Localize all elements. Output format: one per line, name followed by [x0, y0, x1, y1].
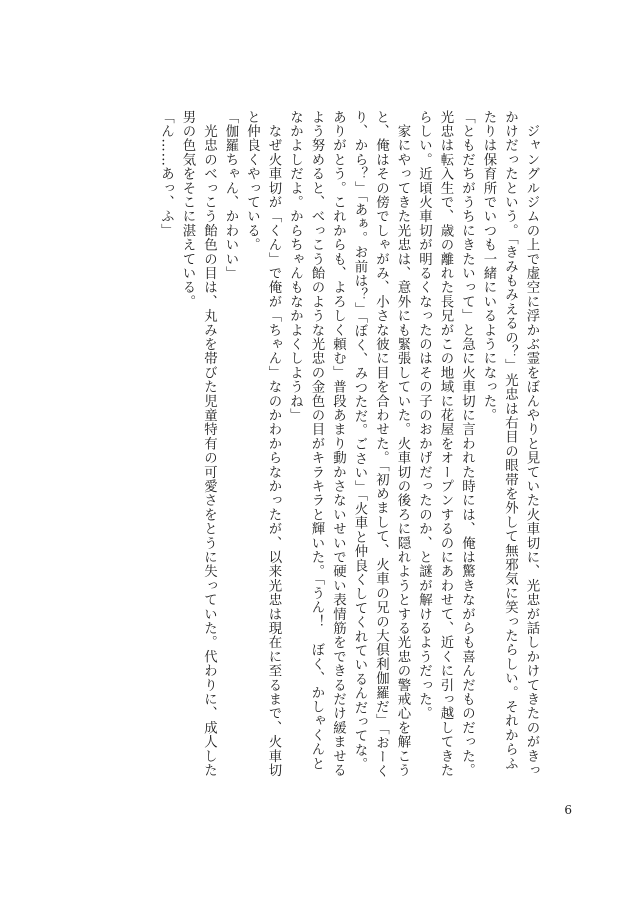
text-line: り、から？」「あぁ。お前は？」「ぼく、みつただ。ごさい」「火車と仲良くしてくれているんだってな。	[352, 110, 367, 772]
text-line: らしい。近頃火車切が明るくなったのはその子のおかげだったのか、と謎が解けるようだった。	[416, 110, 432, 721]
text-line: なぜ火車切が「くん」で俺が「ちゃん」なのかわからなかったが、以来光忠は現在に至るまで、火車切	[266, 110, 281, 778]
text-line: 光忠のべっこう飴色の目は、丸みを帯びた児童特有の可愛さをとうに失っていた。代わりに、成人した	[201, 110, 217, 778]
text-line: 男の色気をそこに湛えている。	[180, 110, 195, 309]
text-line: よう努めると、べっこう飴のような光忠の金色の目がキラキラと輝いた。「うん！ ぼく、かしゃくんと	[309, 110, 324, 771]
text-line: なかよしだよ。からちゃんもなかよくしようね」	[287, 110, 303, 423]
text-line: 「ん……あっ、ふ」	[158, 110, 174, 238]
text-line: たりは保育所でいつも一緒にいるようになった。	[481, 110, 496, 423]
text-line: ジャングルジムの上で虚空に浮かぶ霊をぼんやりと見ていた火車切に、光忠が話しかけてきたのがきっ	[524, 110, 539, 778]
text-line: 光忠は転入生で、歳の離れた長兄がこの地域に花屋をオープンするのにあわせて、近くに引っ越してきた	[438, 110, 453, 778]
page-number: 6	[564, 803, 572, 817]
text-line: 「伽羅ちゃん、かわいい」	[223, 110, 238, 281]
text-line: ありがとう。これからも、よろしく頼む」普段あまり動かさないせいで硬い表情筋をできるだけ緩ませる	[330, 110, 346, 778]
text-line: 家にやってきた光忠は、意外にも緊張していた。火車切の後ろに隠れようとする光忠の警戒心を解こう	[395, 110, 410, 778]
text-line: 「ともだちがうちにきたいって」と急に火車切に言われた時には、俺は驚きながらも喜んだものだった。	[459, 110, 475, 778]
text-line: と、俺はその傍でしゃがみ、小さな彼に目を合わせた。「初めまして、火車の兄の大倶利伽羅だ」「おーく	[373, 110, 389, 779]
text-line: と仲良くやっている。	[244, 110, 260, 252]
text-line: かけだったという。「きみもみえるの？」光忠は右目の眼帯を外して無邪気に笑ったらしい。それからふ	[502, 110, 518, 771]
vertical-text-body	[155, 110, 542, 779]
